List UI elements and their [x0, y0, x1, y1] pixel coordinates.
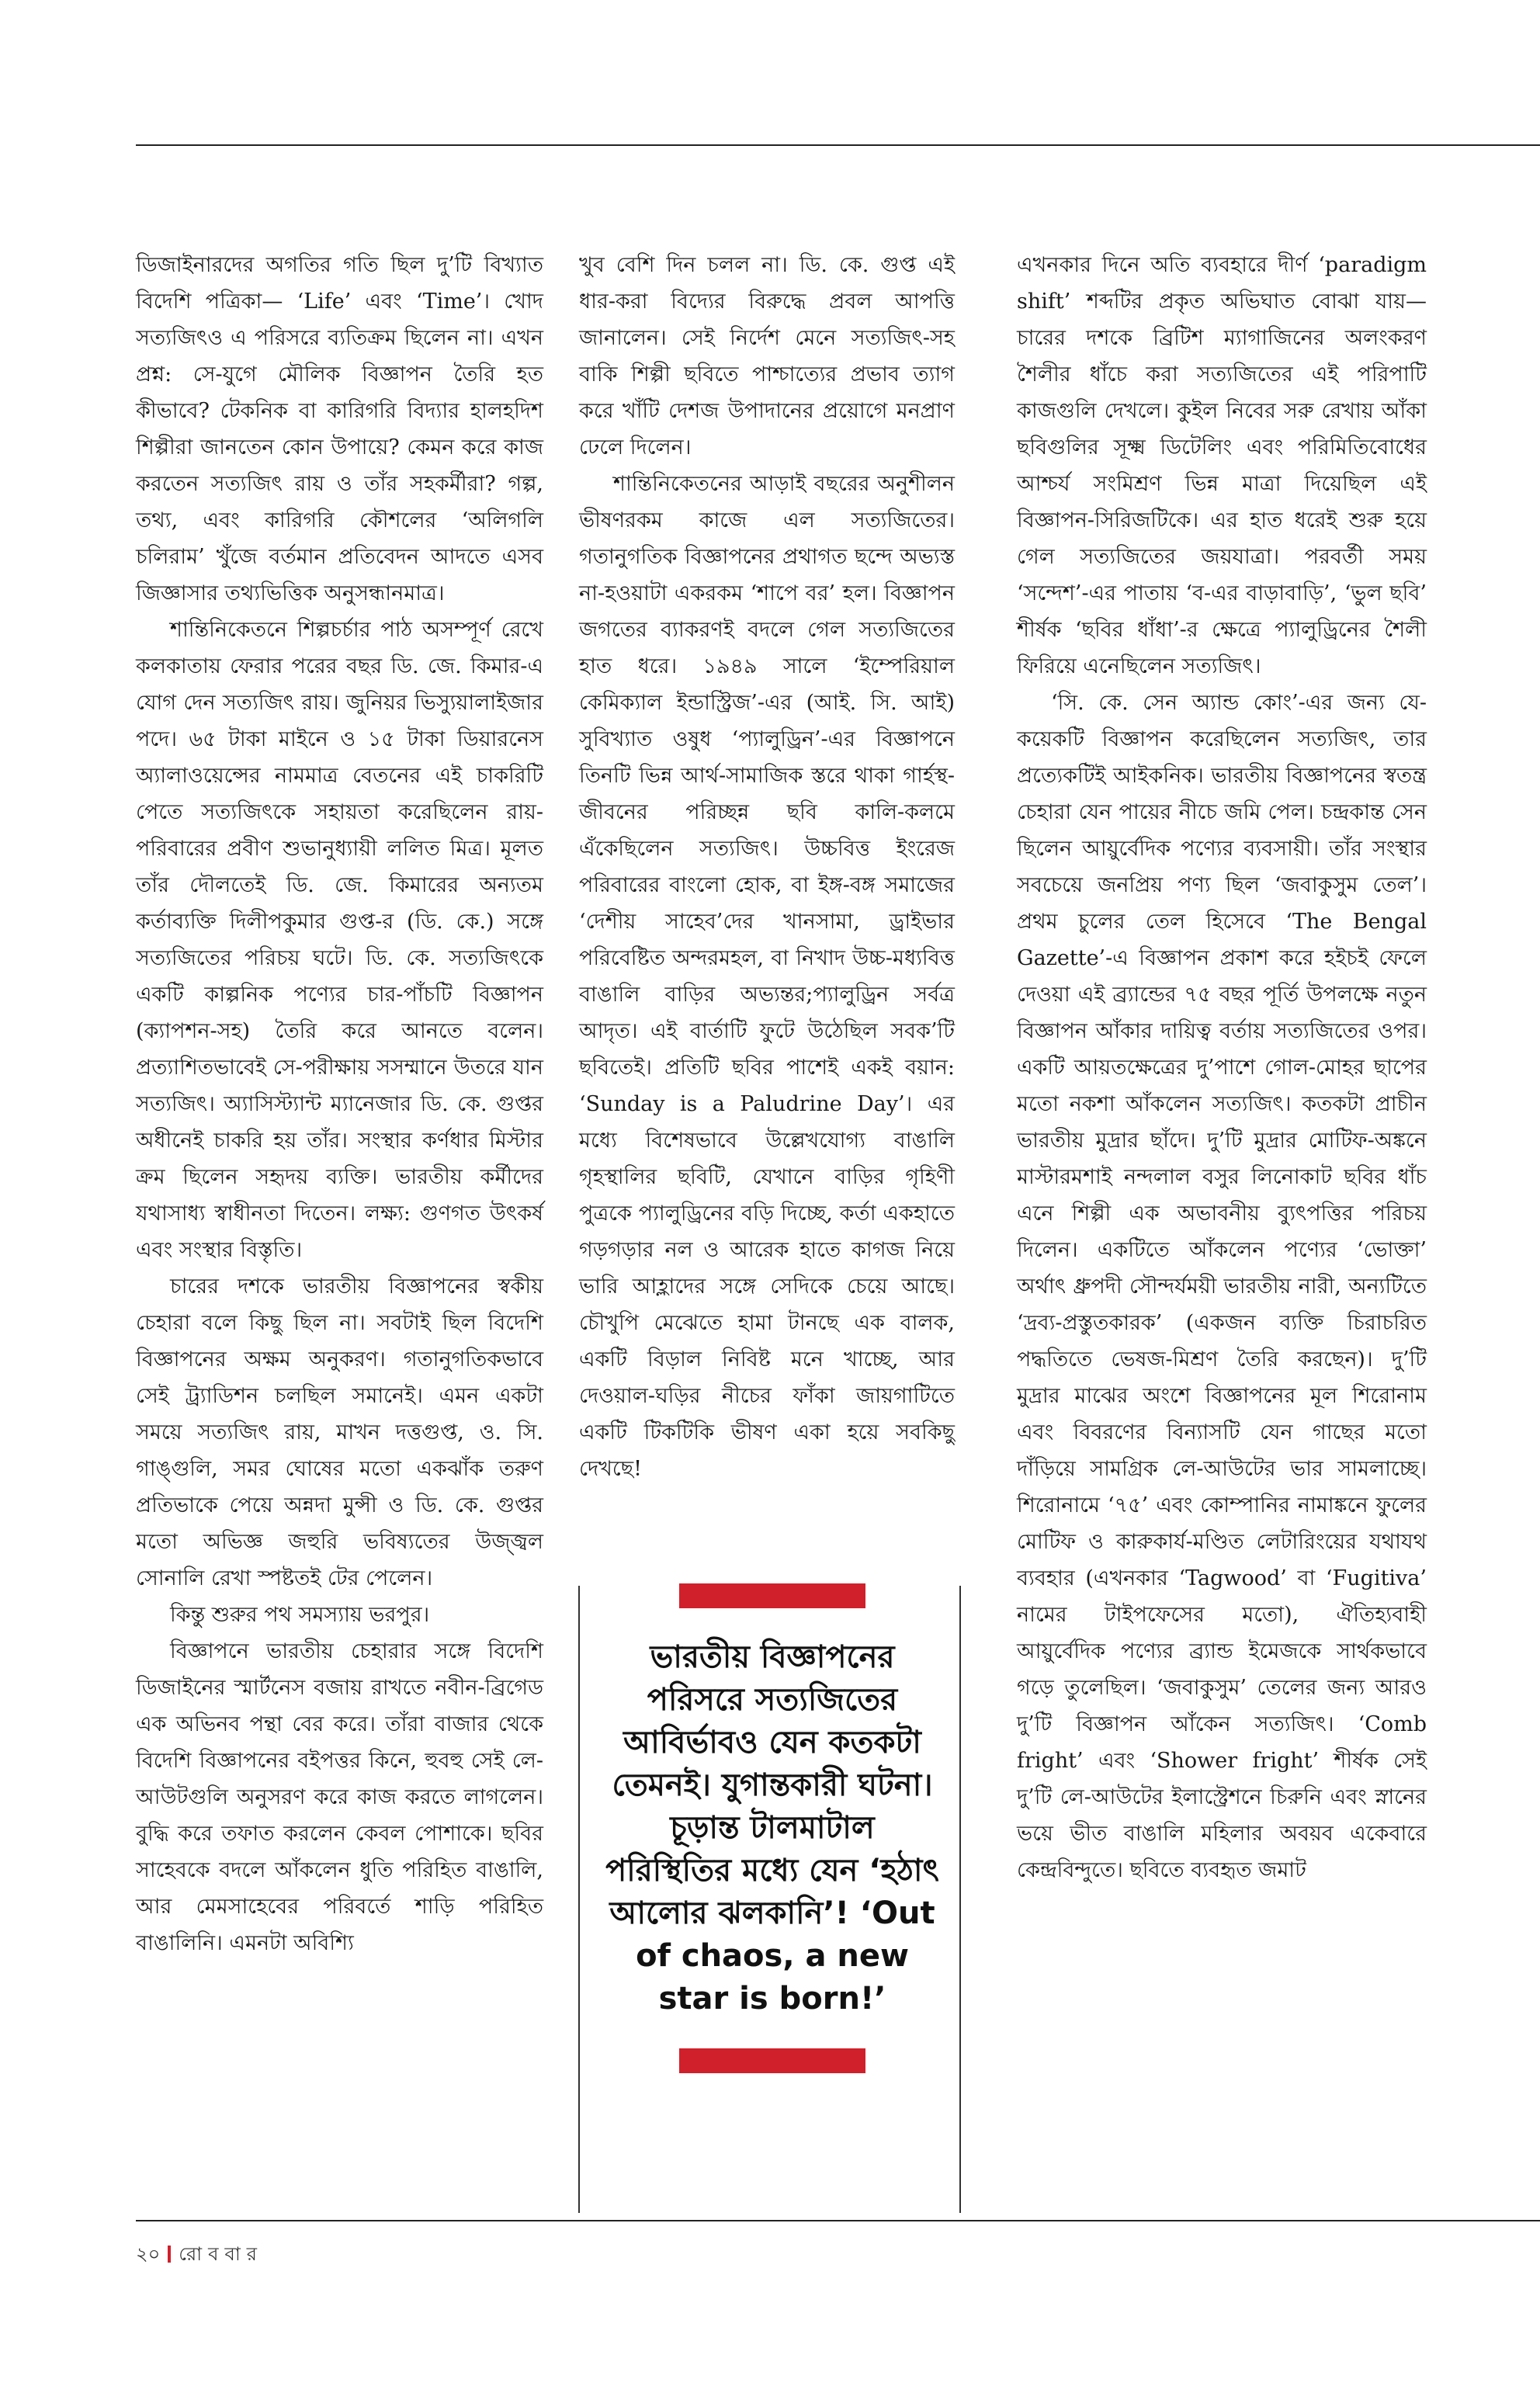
pull-quote-left-rule: [578, 1586, 580, 2213]
column-right: [1017, 247, 1427, 1888]
magazine-name: রোববার: [179, 2243, 263, 2265]
column-middle: [579, 247, 964, 1487]
paragraph: চারের দশকে ভারতীয় বিজ্ঞাপনের স্বকীয় চেহারা বলে কিছু ছিল না। সবটাই ছিল বিদেশি বিজ্ঞাপনের অক্ষম অনুকরণ। গতানুগতিকভাবে সেই ট্র্যাডিশন চলছিল সমানেই। এমন একটা সময়ে সত্যজিৎ রায়, মাখন দত্তগুপ্ত, ও. সি. গাঙ্গুলি, সমর ঘোষের মতো একঝাঁক তরুণ প্রতিভাকে পেয়ে অন্নদা মুন্সী ও ডি. কে. গুপ্তর মতো অভিজ্ঞ জহুরি ভবিষ্যতের উজ্জ্বল সোনালি রেখা স্পষ্টতই টের পেলেন।: [136, 1275, 543, 1590]
pull-quote-right-rule: [959, 1586, 961, 2213]
pull-quote: [605, 1583, 939, 2073]
paragraph: ডিজাইনারদের অগতির গতি ছিল দু’টি বিখ্যাত বিদেশি পত্রিকা— ‘Life’ এবং ‘Time’। খোদ সত্যজিৎও এ পরিসরে ব্যতিক্রম ছিলেন না। এখন প্রশ্ন: সে-যুগে মৌলিক বিজ্ঞাপন তৈরি হত কীভাবে? টেকনিক বা কারিগরি বিদ্যার হালহদিশ শিল্পীরা জানতেন কোন উপায়ে? কেমন করে কাজ করতেন সত্যজিৎ রায় ও তাঁর সহকর্মীরা? গল্প, তথ্য, এবং কারিগরি কৌশলের ‘অলিগলি চলিরাম’ খুঁজে বর্তমান প্রতিবেদন আদতে এসব জিজ্ঞাসার তথ্যভিত্তিক অনুসন্ধানমাত্র।: [136, 253, 543, 605]
paragraph: এখনকার দিনে অতি ব্যবহারে দীর্ণ ‘paradigm shift’ শব্দটির প্রকৃত অভিঘাত বোঝা যায়— চারের দশকে ব্রিটিশ ম্যাগাজিনের অলংকরণ শৈলীর ধাঁচে করা সত্যজিতের এই পরিপাটি কাজগুলি দেখলে। কুইল নিবের সরু রেখায় আঁকা ছবিগুলির সূক্ষ্ম ডিটেলিং এবং পরিমিতিবোধের আশ্চর্য সংমিশ্রণ ভিন্ন মাত্রা দিয়েছিল এই বিজ্ঞাপন-সিরিজটিকে। এর হাত ধরেই শুরু হয়ে গেল সত্যজিতের জয়যাত্রা। পরবর্তী সময় ‘সন্দেশ’-এর পাতায় ‘ব-এর বাড়াবাড়ি’, ‘ভুল ছবি’ শীর্ষক ‘ছবির ধাঁধা’-র ক্ষেত্রে প্যালুড্রিনের শৈলী ফিরিয়ে এনেছিলেন সত্যজিৎ।: [1017, 253, 1427, 678]
footer-separator: [168, 2246, 171, 2263]
page-number: ২০: [136, 2243, 161, 2265]
paragraph: খুব বেশি দিন চলল না। ডি. কে. গুপ্ত এই ধার-করা বিদ্যের বিরুদ্ধে প্রবল আপত্তি জানালেন। সেই নির্দেশ মেনে সত্যজিৎ-সহ বাকি শিল্পী ছবিতে পাশ্চাত্যের প্রভাব ত্যাগ করে খাঁটি দেশজ উপাদানের প্রয়োগে মনপ্রাণ ঢেলে দিলেন।: [579, 253, 955, 460]
paragraph: বিজ্ঞাপনে ভারতীয় চেহারার সঙ্গে বিদেশি ডিজাইনের স্মার্টনেস বজায় রাখতে নবীন-ব্রিগেড এক অভিনব পন্থা বের করে। তাঁরা বাজার থেকে বিদেশি বিজ্ঞাপনের বইপত্তর কিনে, হুবহু সেই লে-আউটগুলি অনুসরণ করে কাজ করতে লাগলেন। বুদ্ধি করে তফাত করলেন কেবল পোশাকে। ছবির সাহেবকে বদলে আঁকলেন ধুতি পরিহিত বাঙালি, আর মেমসাহেবের পরিবর্তে শাড়ি পরিহিত বাঙালিনি। এমনটা অবিশ্যি: [136, 1639, 543, 1955]
column-left: [136, 247, 543, 1961]
top-rule: [136, 144, 1540, 146]
pull-quote-top-bar: [679, 1583, 865, 1608]
pull-quote-bottom-bar: [679, 2048, 865, 2073]
paragraph: শান্তিনিকেতনের আড়াই বছরের অনুশীলন ভীষণরকম কাজে এল সত্যজিতের। গতানুগতিক বিজ্ঞাপনের প্রথাগত ছন্দে অভ্যস্ত না-হওয়াটা একরকম ‘শাপে বর’ হল। বিজ্ঞাপন জগতের ব্যাকরণই বদলে গেল সত্যজিতের হাত ধরে। ১৯৪৯ সালে ‘ইম্পেরিয়াল কেমিক্যাল ইন্ডাস্ট্রিজ’-এর (আই. সি. আই) সুবিখ্যাত ওষুধ ‘প্যালুড্রিন’-এর বিজ্ঞাপনে তিনটি ভিন্ন আর্থ-সামাজিক স্তরে থাকা গার্হস্থ-জীবনের পরিচ্ছন্ন ছবি কালি-কলমে এঁকেছিলেন সত্যজিৎ। উচ্চবিত্ত ইংরেজ পরিবারের বাংলো হোক, বা ইঙ্গ-বঙ্গ সমাজের ‘দেশীয় সাহেব’দের খানসামা, ড্রাইভার পরিবেষ্টিত অন্দরমহল, বা নিখাদ উচ্চ-মধ্যবিত্ত বাঙালি বাড়ির অভ্যন্তর;প্যালুড্রিন সর্বত্র আদৃত। এই বার্তাটি ফুটে উঠেছিল সবক’টি ছবিতেই। প্রতিটি ছবির পাশেই একই বয়ান: ‘Sunday is a Paludrine Day’। এর মধ্যে বিশেষভাবে উল্লেখযোগ্য বাঙালি গৃহস্থালির ছবিটি, যেখানে বাড়ির গৃহিণী পুত্রকে প্যালুড্রিনের বড়ি দিচ্ছে, কর্তা একহাতে গড়গড়ার নল ও আরেক হাতে কাগজ নিয়ে ভারি আহ্লাদের সঙ্গে সেদিকে চেয়ে আছে। চৌখুপি মেঝেতে হামা টানছে এক বালক, একটি বিড়াল নিবিষ্ট মনে খাচ্ছে, আর দেওয়াল-ঘড়ির নীচের ফাঁকা জায়গাটিতে একটি টিকটিকি ভীষণ একা হয়ে সবকিছু দেখছে!: [579, 472, 955, 1481]
pull-quote-text: ভারতীয় বিজ্ঞাপনের পরিসরে সত্যজিতের আবির্ভাবও যেন কতকটা তেমনই। যুগান্তকারী ঘটনা। চূড়ান্ত টালমাটাল পরিস্থিতির মধ্যে যেন ‘হঠাৎ আলোর ঝলকানি’! ‘Out of chaos, a new star is born!’: [605, 1639, 939, 2017]
paragraph: ‘সি. কে. সেন অ্যান্ড কোং’-এর জন্য যে-কয়েকটি বিজ্ঞাপন করেছিলেন সত্যজিৎ, তার প্রত্যেকটিই আইকনিক। ভারতীয় বিজ্ঞাপনের স্বতন্ত্র চেহারা যেন পায়ের নীচে জমি পেল। চন্দ্রকান্ত সেন ছিলেন আয়ুর্বেদিক পণ্যের ব্যবসায়ী। তাঁর সংস্থার সবচেয়ে জনপ্রিয় পণ্য ছিল ‘জবাকুসুম তেল’। প্রথম চুলের তেল হিসেবে ‘The Bengal Gazette’-এ বিজ্ঞাপন প্রকাশ করে হইচই ফেলে দেওয়া এই ব্র্যান্ডের ৭৫ বছর পূর্তি উপলক্ষে নতুন বিজ্ঞাপন আঁকার দায়িত্ব বর্তায় সত্যজিতের ওপর। একটি আয়তক্ষেত্রের দু’পাশে গোল-মোহর ছাপের মতো নকশা আঁকলেন সত্যজিৎ। কতকটা প্রাচীন ভারতীয় মুদ্রার ছাঁদে। দু’টি মুদ্রার মোটিফ-অঙ্কনে মাস্টারমশাই নন্দলাল বসুর লিনোকাট ছবির ধাঁচ এনে শিল্পী এক অভাবনীয় ব্যুৎপত্তির পরিচয় দিলেন। একটিতে আঁকলেন পণ্যের ‘ভোক্তা’ অর্থাৎ ধ্রুপদী সৌন্দর্যময়ী ভারতীয় নারী, অন্যটিতে ‘দ্রব্য-প্রস্তুতকারক’ (একজন ব্যক্তি চিরাচরিত পদ্ধতিতে ভেষজ-মিশ্রণ তৈরি করছেন)। দু’টি মুদ্রার মাঝের অংশে বিজ্ঞাপনের মূল শিরোনাম এবং বিবরণের বিন্যাসটি যেন গাছের মতো দাঁড়িয়ে সামগ্রিক লে-আউটের ভার সামলাচ্ছে। শিরোনামে ‘৭৫’ এবং কোম্পানির নামাঙ্কনে ফুলের মোটিফ ও কারুকার্য-মণ্ডিত লেটারিংয়ের যথাযথ ব্যবহার (এখনকার ‘Tagwood’ বা ‘Fugitiva’ নামের টাইপফেসের মতো), ঐতিহ্যবাহী আয়ুর্বেদিক পণ্যের ব্র্যান্ড ইমেজকে সার্থকভাবে গড়ে তুলেছিল। ‘জবাকুসুম’ তেলের জন্য আরও দু’টি বিজ্ঞাপন আঁকেন সত্যজিৎ। ‘Comb fright’ এবং ‘Shower fright’ শীর্ষক সেই দু’টি লে-আউটের ইলাস্ট্রেশনে চিরুনি এবং স্নানের ভয়ে ভীত বাঙালি মহিলার অবয়ব একেবারে কেন্দ্রবিন্দুতে। ছবিতে ব্যবহৃত জমাট: [1017, 691, 1427, 1882]
bottom-rule: [136, 2220, 1540, 2221]
page-footer: [136, 2240, 263, 2271]
paragraph: কিন্তু শুরুর পথ সমস্যায় ভরপুর।: [170, 1603, 430, 1627]
paragraph: শান্তিনিকেতনে শিল্পচর্চার পাঠ অসম্পূর্ণ রেখে কলকাতায় ফেরার পরের বছর ডি. জে. কিমার-এ যোগ দেন সত্যজিৎ রায়। জুনিয়র ভিস্যুয়ালাইজার পদে। ৬৫ টাকা মাইনে ও ১৫ টাকা ডিয়ারনেস অ্যালাওয়েন্সের নামমাত্র বেতনের এই চাকরিটি পেতে সত্যজিৎকে সহায়তা করেছিলেন রায়-পরিবারের প্রবীণ শুভানুধ্যায়ী ললিত মিত্র। মূলত তাঁর দৌলতেই ডি. জে. কিমারের অন্যতম কর্তাব্যক্তি দিলীপকুমার গুপ্ত-র (ডি. কে.) সঙ্গে সত্যজিতের পরিচয় ঘটে। ডি. কে. সত্যজিৎকে একটি কাল্পনিক পণ্যের চার-পাঁচটি বিজ্ঞাপন (ক্যাপশন-সহ) তৈরি করে আনতে বলেন। প্রত্যাশিতভাবেই সে-পরীক্ষায় সসম্মানে উতরে যান সত্যজিৎ। অ্যাসিস্ট্যান্ট ম্যানেজার ডি. কে. গুপ্তর অধীনেই চাকরি হয় তাঁর। সংস্থার কর্ণধার মিস্টার ক্রম ছিলেন সহৃদয় ব্যক্তি। ভারতীয় কর্মীদের যথাসাধ্য স্বাধীনতা দিতেন। লক্ষ্য: গুণগত উৎকর্ষ এবং সংস্থার বিস্তৃতি।: [136, 618, 543, 1262]
